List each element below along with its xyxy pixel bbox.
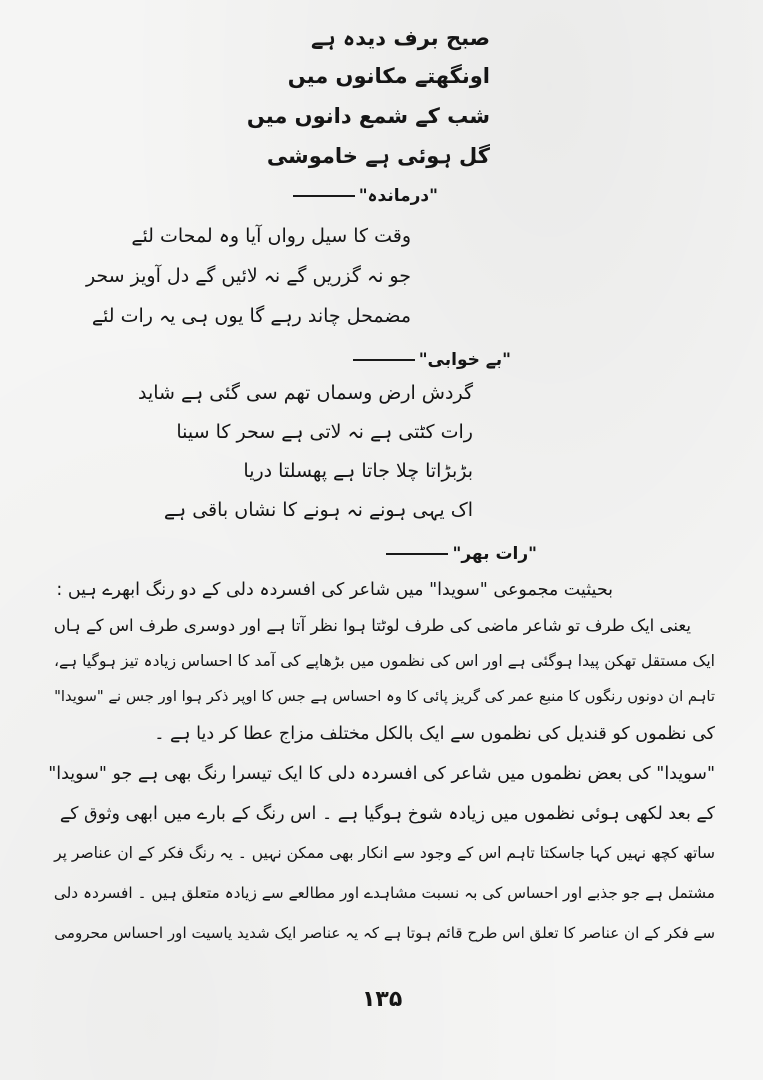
poem-bekhwabi-line: بڑبڑاتا چلا جاتا ہے پھسلتا دریا xyxy=(243,460,473,482)
section-heading-darmanda xyxy=(293,188,438,205)
poem-darmanda-line: جو نہ گزریں گے نہ لائیں گے دل آویز سحر xyxy=(85,265,411,287)
poem-opening-line: گل ہوئی ہے خاموشی xyxy=(266,144,490,168)
page-number: ۱۳۵ xyxy=(362,987,403,1012)
prose-line: بحیثیت مجموعی "سویدا" میں شاعر کی افسردہ دلی کے دو رنگ ابھرے ہیں : xyxy=(56,580,613,600)
heading-title: "بے خوابی" xyxy=(418,350,511,370)
poem-opening-line: شب کے شمع دانوں میں xyxy=(246,104,490,128)
heading-title: "رات بھر" xyxy=(452,544,537,564)
prose-line: کی نظموں کو قندیل کی نظموں سے ایک بالکل مختلف مزاج عطا کر دیا ہے ۔ xyxy=(154,724,715,744)
prose-line: ساتھ کچھ نہیں کہا جاسکتا تاہم اس کے وجود سے انکار بھی ممکن نہیں ۔ یہ رنگ فکر کے ان عناصر پر xyxy=(54,844,715,862)
poem-darmanda-line: مضمحل چاند رہے گا یوں ہی یہ رات لئے xyxy=(91,305,411,327)
prose-line: کے بعد لکھی ہوئی نظموں میں زیادہ شوخ ہوگیا ہے ۔ اس رنگ کے بارے میں ابھی وثوق کے xyxy=(59,804,715,824)
poem-bekhwabi-line: رات کٹتی ہے نہ لاتی ہے سحر کا سینا xyxy=(176,421,473,443)
prose-line: تاہم ان دونوں رنگوں کا منبع عمر کی گریز پائی کا وہ احساس ہے جس کا اوپر ذکر ہوا اور جس نے "سویدا" xyxy=(54,688,715,705)
heading-title: "درماندہ" xyxy=(358,186,438,206)
prose-line: مشتمل ہے جو جذبے اور احساس کی بہ نسبت مشاہدے اور مطالعے سے زیادہ متعلق ہیں ۔ افسردہ دلی xyxy=(53,884,715,902)
section-heading-raat-bhar xyxy=(386,546,537,563)
poem-opening-line: صبح برف دیدہ ہے xyxy=(311,26,490,50)
heading-dash xyxy=(386,553,448,555)
heading-dash xyxy=(293,195,355,197)
poem-bekhwabi-line: گردش ارض وسماں تھم سی گئی ہے شاید xyxy=(137,382,473,404)
prose-line: یعنی ایک طرف تو شاعر ماضی کی طرف لوٹتا ہوا نظر آتا ہے اور دوسری طرف اس کے ہاں xyxy=(53,616,691,635)
prose-line: سے فکر کے ان عناصر کا تعلق اس طرح قائم ہوتا ہے کہ یہ عناصر ایک شدید یاسیت اور احساس محرومی xyxy=(54,924,715,942)
heading-dash xyxy=(353,359,415,361)
prose-line: "سویدا" کی بعض نظموں میں شاعر کی افسردہ دلی کا ایک تیسرا رنگ بھی ہے جو "سویدا" xyxy=(48,764,715,784)
section-heading-bekhwabi xyxy=(353,352,511,369)
poem-opening-line: اونگھتے مکانوں میں xyxy=(287,64,490,88)
poem-bekhwabi-line: اک یہی ہونے نہ ہونے کا نشاں باقی ہے xyxy=(163,499,473,521)
prose-line: ایک مستقل تھکن پیدا ہوگئی ہے اور اس کی نظموں میں بڑھاپے کی آمد کا احساس زیادہ تیز ہوگیا ہے، xyxy=(53,652,715,670)
poem-darmanda-line: وقت کا سیل رواں آیا وہ لمحات لئے xyxy=(131,225,411,247)
